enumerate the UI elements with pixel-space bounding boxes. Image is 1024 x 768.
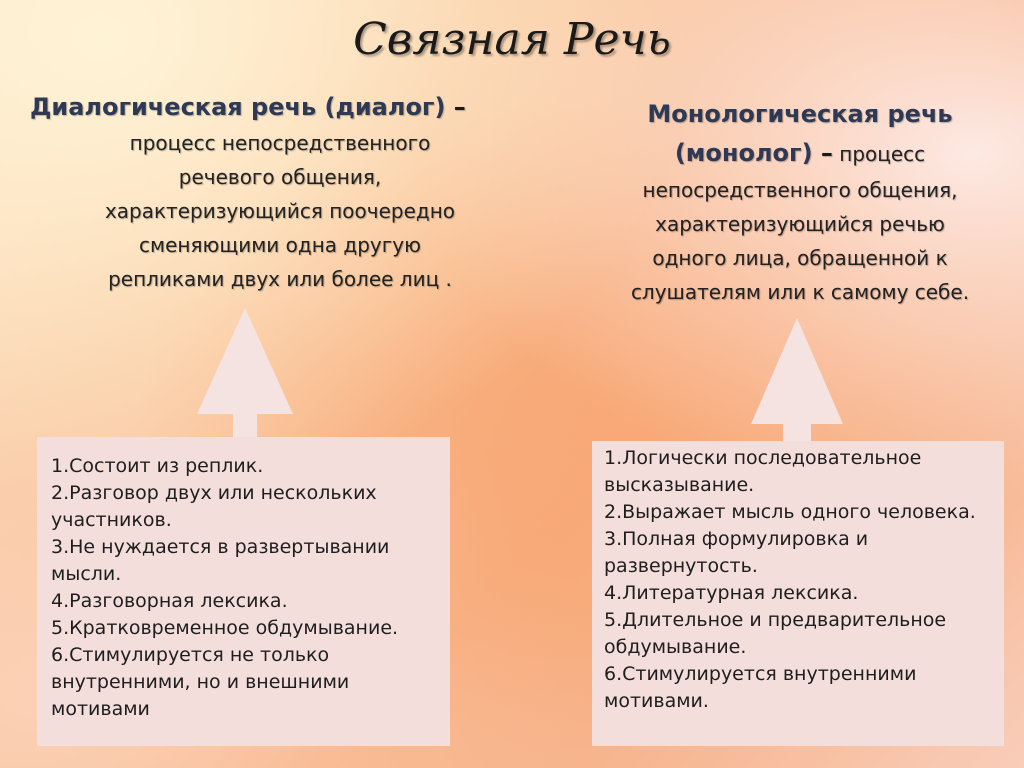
dialogue-heading-text: Диалогическая речь (диалог)	[30, 93, 446, 121]
list-item: 2.Разговор двух или нескольких участников.	[51, 482, 377, 531]
list-item: 1.Логически последовательное высказывание.	[604, 447, 922, 496]
list-item: 4.Разговорная лексика.	[51, 590, 288, 612]
dialogue-def-line: репликами двух или более лиц .	[108, 267, 452, 291]
dialogue-def-line: сменяющими одна другую	[139, 233, 421, 257]
monologue-heading-line1: Монологическая речь	[647, 100, 953, 128]
list-item: 5.Длительное и предварительное обдумывание.	[604, 609, 947, 658]
list-item: 5.Кратковременное обдумывание.	[51, 617, 399, 639]
dialogue-def-line: речевого общения,	[178, 165, 382, 189]
list-item: 1.Состоит из реплик.	[51, 455, 264, 477]
monologue-def-line: одного лица, обращенной к	[652, 246, 948, 270]
dialogue-heading	[20, 90, 540, 124]
monologue-def-line: слушателям или к самому себе.	[630, 280, 970, 304]
monologue-def-line: непосредственного общения,	[642, 178, 958, 202]
slide-title: Связная Речь	[353, 14, 671, 65]
list-item: 4.Литературная лексика.	[604, 582, 859, 604]
dialogue-def-line: процесс непосредственного	[129, 131, 431, 155]
monologue-def-line: характеризующийся речью	[655, 212, 945, 236]
list-item: 6.Стимулируется не только внутренними, но и внешними мотивами	[51, 644, 350, 720]
list-item: 3.Полная формулировка и развернутость.	[604, 528, 869, 577]
list-item: 6.Стимулируется внутренними мотивами.	[604, 663, 917, 712]
list-item: 2.Выражает мысль одного человека.	[604, 501, 976, 523]
monologue-definition	[580, 95, 1020, 309]
dialogue-features-box	[37, 437, 450, 746]
monologue-up-arrow-icon	[749, 318, 845, 444]
monologue-heading-line2: (монолог)	[674, 139, 813, 167]
monologue-def-first: процесс	[832, 142, 926, 166]
dialogue-definition	[20, 90, 540, 296]
dialogue-dash: –	[445, 93, 466, 121]
list-item: 3.Не нуждается в развертывании мысли.	[51, 536, 390, 585]
dialogue-up-arrow-icon	[195, 308, 295, 440]
monologue-features-box	[592, 441, 1004, 746]
monologue-dash: –	[812, 139, 833, 167]
dialogue-def-line: характеризующийся поочередно	[104, 199, 456, 223]
